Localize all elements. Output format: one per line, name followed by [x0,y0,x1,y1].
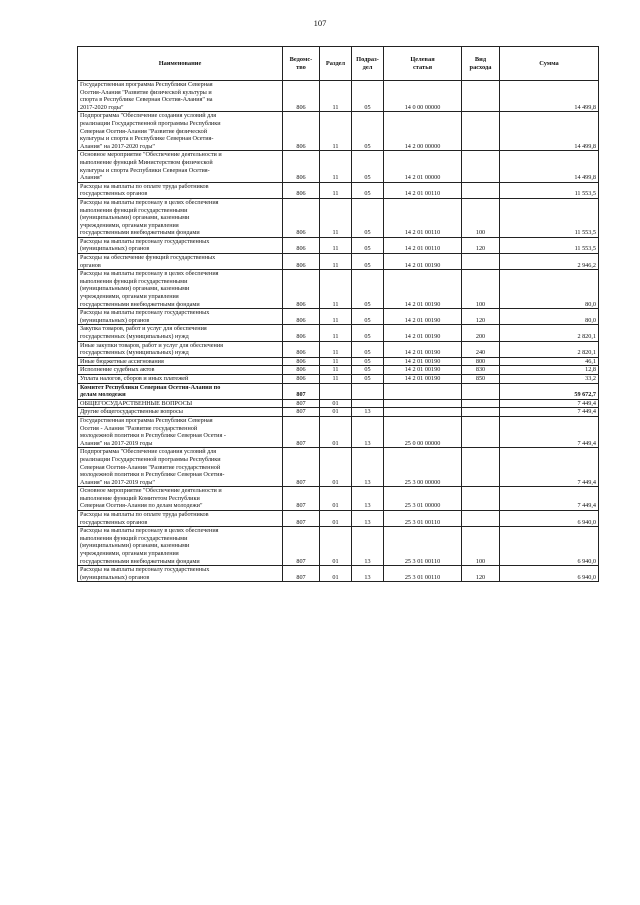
row-vedomstvo-cell: 806 [283,341,320,357]
row-vedomstvo-cell: 807 [283,383,320,399]
table-row [78,527,599,566]
row-vedomstvo-cell: 806 [283,325,320,341]
table-row [78,448,599,487]
row-summa-cell: 80,0 [500,270,599,309]
row-razdel-cell: 11 [320,81,352,112]
budget-table [77,46,599,582]
row-razdel-cell: 11 [320,198,352,237]
row-vedomstvo-cell: 806 [283,366,320,375]
row-vedomstvo-cell: 807 [283,448,320,487]
table-row [78,309,599,325]
table-row [78,151,599,182]
row-podrazdel-cell: 13 [352,408,384,417]
row-tselevaya-cell [384,383,462,399]
row-razdel-cell: 11 [320,151,352,182]
row-razdel-cell: 11 [320,341,352,357]
row-razdel-cell: 11 [320,112,352,151]
row-tselevaya-cell: 25 0 00 00000 [384,416,462,447]
row-vid-cell: 100 [462,198,500,237]
table-row [78,81,599,112]
row-vedomstvo-cell: 807 [283,416,320,447]
row-tselevaya-cell: 14 2 01 00190 [384,341,462,357]
row-vedomstvo-cell: 806 [283,182,320,198]
row-tselevaya-cell [384,399,462,408]
row-summa-cell: 2 820,1 [500,341,599,357]
row-summa-cell: 2 946,2 [500,254,599,270]
row-vid-cell [462,511,500,527]
row-summa-cell: 6 940,0 [500,566,599,582]
row-vid-cell: 830 [462,366,500,375]
row-vid-cell: 120 [462,566,500,582]
row-name-cell: Закупка товаров, работ и услуг для обеспечения государственных (муниципальных) нужд [78,325,283,341]
row-podrazdel-cell [352,399,384,408]
row-razdel-cell: 11 [320,366,352,375]
table-row [78,366,599,375]
row-razdel-cell: 11 [320,374,352,383]
row-tselevaya-cell: 14 2 00 00000 [384,112,462,151]
row-vid-cell [462,399,500,408]
row-vid-cell [462,254,500,270]
table-row [78,112,599,151]
row-razdel-cell: 11 [320,325,352,341]
row-vedomstvo-cell: 807 [283,399,320,408]
row-name-cell: Государственная программа Республики Северная Осетия-Алания "Развитие физической культуры и спорта в Республике Северная Осетия-Алания" на 2017-2020 годы" [78,81,283,112]
row-tselevaya-cell: 25 3 00 00000 [384,448,462,487]
table-row [78,182,599,198]
row-podrazdel-cell: 05 [352,366,384,375]
row-razdel-cell: 11 [320,182,352,198]
row-razdel-cell: 11 [320,237,352,253]
row-tselevaya-cell: 14 2 01 00190 [384,325,462,341]
row-name-cell: Уплата налогов, сборов и иных платежей [78,374,283,383]
row-tselevaya-cell: 14 0 00 00000 [384,81,462,112]
row-summa-cell: 80,0 [500,309,599,325]
row-vid-cell: 850 [462,374,500,383]
row-vedomstvo-cell: 806 [283,357,320,366]
row-razdel-cell: 01 [320,487,352,511]
row-name-cell: Исполнение судебных актов [78,366,283,375]
row-razdel-cell: 11 [320,309,352,325]
row-summa-cell: 11 553,5 [500,182,599,198]
row-vedomstvo-cell: 806 [283,270,320,309]
table-row [78,270,599,309]
header-name: Наименование [78,47,283,81]
row-vid-cell [462,416,500,447]
row-summa-cell: 7 449,4 [500,399,599,408]
row-name-cell: Другие общегосударственные вопросы [78,408,283,417]
row-summa-cell: 11 553,5 [500,198,599,237]
row-tselevaya-cell: 25 3 01 00110 [384,566,462,582]
row-podrazdel-cell: 05 [352,81,384,112]
row-razdel-cell: 01 [320,566,352,582]
row-vedomstvo-cell: 807 [283,566,320,582]
header-podrazdel: Подраз- дел [352,47,384,81]
row-podrazdel-cell: 13 [352,527,384,566]
row-vid-cell: 200 [462,325,500,341]
row-name-cell: Расходы на выплаты персоналу государственных (муниципальных) органов [78,566,283,582]
table-row [78,416,599,447]
row-vedomstvo-cell: 806 [283,254,320,270]
row-razdel-cell [320,383,352,399]
table-row [78,254,599,270]
row-podrazdel-cell: 05 [352,112,384,151]
row-vid-cell: 100 [462,270,500,309]
row-podrazdel-cell: 05 [352,325,384,341]
row-podrazdel-cell: 05 [352,151,384,182]
row-summa-cell: 7 449,4 [500,416,599,447]
row-vedomstvo-cell: 806 [283,237,320,253]
header-row [78,47,599,81]
row-summa-cell: 7 449,4 [500,408,599,417]
row-vedomstvo-cell: 807 [283,408,320,417]
row-podrazdel-cell: 13 [352,416,384,447]
row-tselevaya-cell: 25 3 01 00000 [384,487,462,511]
row-vedomstvo-cell: 806 [283,151,320,182]
row-podrazdel-cell: 13 [352,511,384,527]
table-row [78,408,599,417]
row-podrazdel-cell: 05 [352,270,384,309]
row-podrazdel-cell: 05 [352,341,384,357]
row-vedomstvo-cell: 807 [283,511,320,527]
table-row [78,566,599,582]
row-summa-cell: 14 499,8 [500,81,599,112]
row-name-cell: Расходы на выплаты персоналу государственных (муниципальных) органов [78,237,283,253]
row-summa-cell: 12,8 [500,366,599,375]
row-vedomstvo-cell: 807 [283,527,320,566]
header-vid-raskhoda: Вид расхода [462,47,500,81]
row-name-cell: Расходы на выплаты персоналу в целях обеспечения выполнения функций государственными (муниципальными) органами, казенными учреждениями, органами управления государственными внебюджетными фондами [78,527,283,566]
row-summa-cell: 14 499,8 [500,151,599,182]
row-tselevaya-cell: 14 2 01 00190 [384,366,462,375]
row-razdel-cell: 11 [320,357,352,366]
row-tselevaya-cell: 14 2 01 00110 [384,237,462,253]
table-row [78,487,599,511]
row-vid-cell [462,182,500,198]
row-name-cell: Иные бюджетные ассигнования [78,357,283,366]
row-vid-cell [462,151,500,182]
row-tselevaya-cell: 14 2 01 00190 [384,357,462,366]
row-podrazdel-cell: 05 [352,198,384,237]
table-row [78,341,599,357]
row-name-cell: ОБЩЕГОСУДАРСТВЕННЫЕ ВОПРОСЫ [78,399,283,408]
row-name-cell: Расходы на выплаты по оплате труда работников государственных органов [78,511,283,527]
header-tselevaya-statya: Целевая статья [384,47,462,81]
row-name-cell: Иные закупки товаров, работ и услуг для обеспечения государственных (муниципальных) нужд [78,341,283,357]
row-vid-cell [462,383,500,399]
header-summa: Сумма [500,47,599,81]
row-summa-cell: 6 940,0 [500,511,599,527]
row-razdel-cell: 01 [320,448,352,487]
row-podrazdel-cell [352,383,384,399]
row-summa-cell: 6 940,0 [500,527,599,566]
row-razdel-cell: 01 [320,527,352,566]
row-tselevaya-cell: 14 2 01 00110 [384,182,462,198]
row-summa-cell: 7 449,4 [500,487,599,511]
row-name-cell: Расходы на выплаты персоналу в целях обеспечения выполнения функций государственными (муниципальными) органами, казенными учреждениями, органами управления государственными внебюджетными фондами [78,198,283,237]
row-vid-cell [462,448,500,487]
row-tselevaya-cell: 14 2 01 00110 [384,198,462,237]
row-vedomstvo-cell: 806 [283,112,320,151]
row-vedomstvo-cell: 806 [283,198,320,237]
row-vid-cell [462,81,500,112]
row-name-cell: Государственная программа Республики Северная Осетия - Алания "Развитие государственной молодежной политики в Республике Северная Осетия - Алания" на 2017-2019 годы [78,416,283,447]
table-row [78,383,599,399]
row-tselevaya-cell: 14 2 01 00190 [384,374,462,383]
row-vedomstvo-cell: 806 [283,81,320,112]
table-row [78,325,599,341]
row-vid-cell [462,408,500,417]
row-tselevaya-cell: 14 2 01 00190 [384,270,462,309]
row-summa-cell: 46,1 [500,357,599,366]
row-podrazdel-cell: 05 [352,357,384,366]
row-podrazdel-cell: 05 [352,309,384,325]
row-razdel-cell: 11 [320,254,352,270]
table-row [78,374,599,383]
row-vid-cell [462,112,500,151]
row-tselevaya-cell: 25 3 01 00110 [384,511,462,527]
row-name-cell: Подпрограмма "Обеспечение создания условий для реализации Государственной программы Республики Северная Осетия-Алания "Развитие физической культуры и спорта в Республике Северная Осетия- Алания" на 2017-2020 годы" [78,112,283,151]
row-name-cell: Основное мероприятие "Обеспечение деятельности и выполнение функций Комитетом Республики Северная Осетия-Алания по делам молодежи" [78,487,283,511]
row-name-cell: Подпрограмма "Обеспечение создания условий для реализации Государственной программы Республики Северная Осетия-Алания "Развитие государственной молодежной политики в Республике Северная Осетия- Алания" на 2017-2019 годы" [78,448,283,487]
row-name-cell: Расходы на выплаты по оплате труда работников государственных органов [78,182,283,198]
table-row [78,399,599,408]
row-tselevaya-cell: 14 2 01 00000 [384,151,462,182]
row-vedomstvo-cell: 807 [283,487,320,511]
row-tselevaya-cell: 14 2 01 00190 [384,309,462,325]
row-summa-cell: 2 820,1 [500,325,599,341]
row-vedomstvo-cell: 806 [283,309,320,325]
row-razdel-cell: 01 [320,399,352,408]
row-name-cell: Основное мероприятие "Обеспечение деятельности и выполнение функций Министерством физической культуры и спорта Республики Северная Осетия- Алания" [78,151,283,182]
row-podrazdel-cell: 05 [352,254,384,270]
row-podrazdel-cell: 13 [352,566,384,582]
table-row [78,511,599,527]
row-podrazdel-cell: 05 [352,237,384,253]
page-number: 107 [313,18,327,28]
row-summa-cell: 33,2 [500,374,599,383]
row-podrazdel-cell: 05 [352,374,384,383]
table-row [78,357,599,366]
row-razdel-cell: 01 [320,511,352,527]
row-vid-cell: 120 [462,237,500,253]
row-vid-cell: 100 [462,527,500,566]
row-tselevaya-cell: 25 3 01 00110 [384,527,462,566]
row-tselevaya-cell [384,408,462,417]
row-podrazdel-cell: 05 [352,182,384,198]
row-podrazdel-cell: 13 [352,487,384,511]
table-row [78,198,599,237]
row-razdel-cell: 01 [320,408,352,417]
row-summa-cell: 14 499,8 [500,112,599,151]
row-name-cell: Расходы на обеспечение функций государственных органов [78,254,283,270]
row-tselevaya-cell: 14 2 01 00190 [384,254,462,270]
row-razdel-cell: 11 [320,270,352,309]
row-razdel-cell: 01 [320,416,352,447]
table-row [78,237,599,253]
row-summa-cell: 11 553,5 [500,237,599,253]
row-vid-cell [462,487,500,511]
row-summa-cell: 7 449,4 [500,448,599,487]
row-podrazdel-cell: 13 [352,448,384,487]
row-vid-cell: 800 [462,357,500,366]
row-vid-cell: 120 [462,309,500,325]
header-razdel: Раздел [320,47,352,81]
row-summa-cell: 59 672,7 [500,383,599,399]
row-name-cell: Расходы на выплаты персоналу государственных (муниципальных) органов [78,309,283,325]
row-name-cell: Расходы на выплаты персоналу в целях обеспечения выполнения функций государственными (муниципальными) органами, казенными учреждениями, органами управления государственными внебюджетными фондами [78,270,283,309]
row-name-cell: Комитет Республики Северная Осетия-Алания по делам молодежи [78,383,283,399]
row-vedomstvo-cell: 806 [283,374,320,383]
header-vedomstvo: Ведомс- тво [283,47,320,81]
row-vid-cell: 240 [462,341,500,357]
